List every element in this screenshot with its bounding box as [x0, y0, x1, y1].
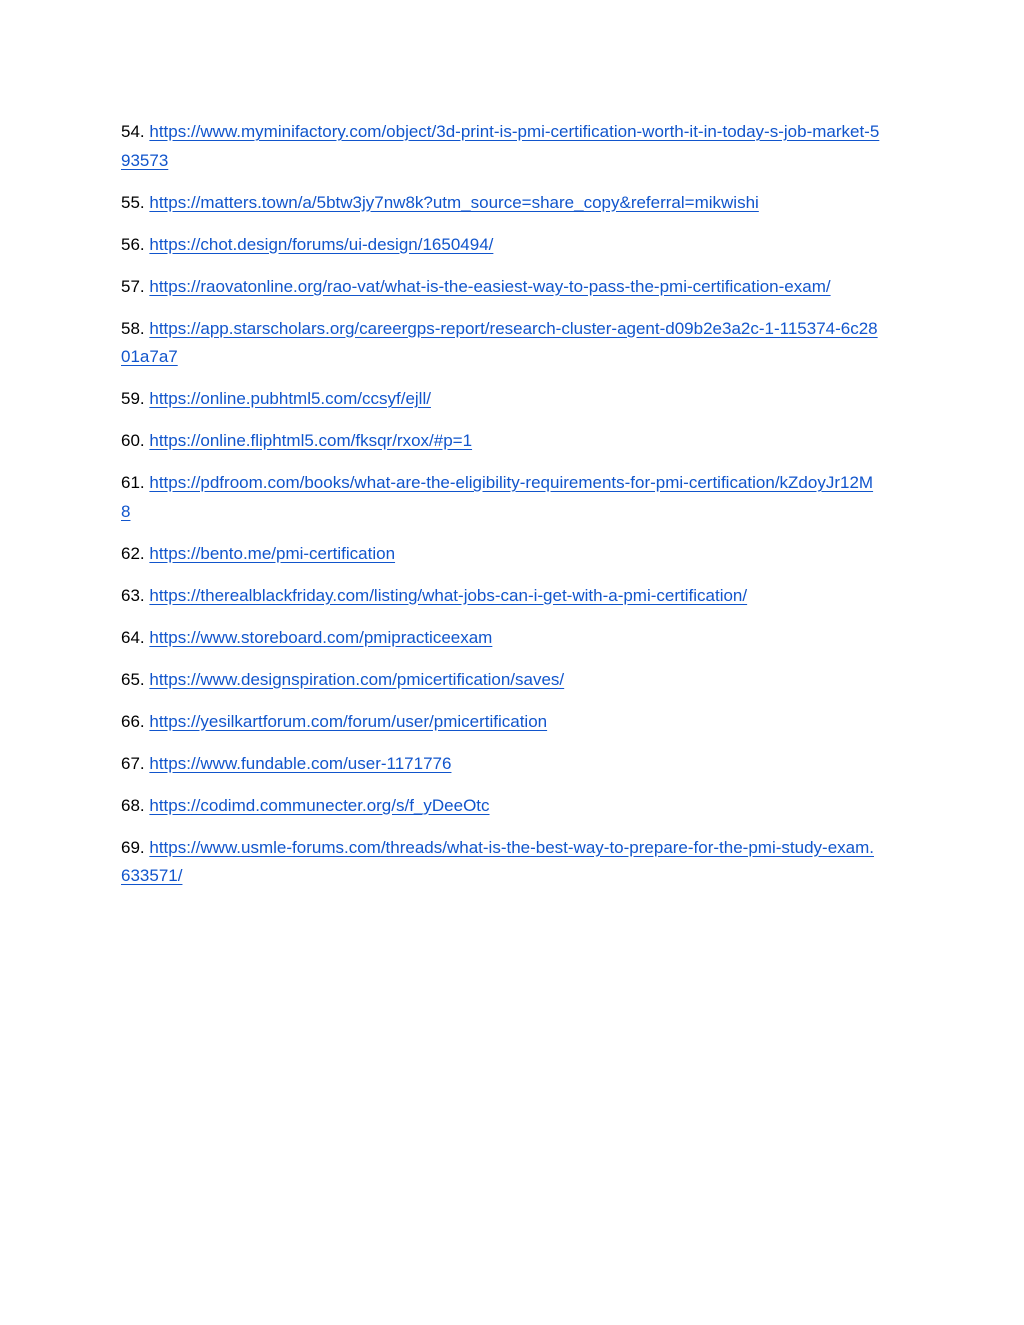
url-link[interactable]: https://yesilkartforum.com/forum/user/pmicertification [149, 711, 548, 731]
item-number: 56. [121, 234, 145, 254]
url-link[interactable]: https://codimd.communecter.org/s/f_yDeeOtc [149, 795, 490, 815]
url-link[interactable]: https://www.fundable.com/user-1171776 [149, 753, 452, 773]
list-item [121, 666, 881, 695]
url-link[interactable]: https://online.pubhtml5.com/ccsyf/ejll/ [149, 389, 431, 408]
list-item [121, 273, 881, 302]
item-number: 55. [121, 192, 145, 212]
item-number: 67. [121, 753, 145, 773]
list-item [121, 750, 881, 779]
list-item [121, 231, 881, 260]
list-item [121, 834, 881, 891]
list-item [121, 315, 881, 372]
item-number: 62. [121, 543, 145, 563]
list-item [121, 582, 881, 611]
item-number: 57. [121, 276, 145, 296]
url-link[interactable]: https://online.fliphtml5.com/fksqr/rxox/#p=1 [149, 431, 473, 450]
item-number: 59. [121, 389, 145, 408]
url-link[interactable]: https://pdfroom.com/books/what-are-the-eligibility-requirements-for-pmi-certification/kZdoyJr12M8 [121, 473, 874, 521]
url-link[interactable]: https://www.usmle-forums.com/threads/what-is-the-best-way-to-prepare-for-the-pmi-study-exam.633571/ [121, 837, 874, 885]
list-item [121, 708, 881, 737]
url-link[interactable]: https://www.designspiration.com/pmicertification/saves/ [149, 669, 565, 689]
item-number: 54. [121, 122, 145, 141]
item-number: 63. [121, 585, 145, 605]
item-number: 64. [121, 627, 145, 647]
url-link[interactable]: https://chot.design/forums/ui-design/1650494/ [149, 234, 494, 254]
item-number: 60. [121, 431, 145, 450]
url-link[interactable]: https://www.myminifactory.com/object/3d-print-is-pmi-certification-worth-it-in-today-s-job-market-593573 [121, 122, 880, 170]
url-link[interactable]: https://matters.town/a/5btw3jy7nw8k?utm_source=share_copy&referral=mikwishi [149, 192, 759, 212]
list-item [121, 792, 881, 821]
link-list [121, 118, 881, 904]
list-item [121, 469, 881, 526]
list-item [121, 385, 881, 414]
list-item [121, 118, 881, 175]
url-link[interactable]: https://app.starscholars.org/careergps-report/research-cluster-agent-d09b2e3a2c-1-115374-6c2801a7a7 [121, 318, 878, 366]
url-link[interactable]: https://raovatonline.org/rao-vat/what-is-the-easiest-way-to-pass-the-pmi-certification-exam/ [149, 276, 831, 296]
url-link[interactable]: https://www.storeboard.com/pmipracticeexam [149, 627, 493, 647]
item-number: 68. [121, 795, 145, 815]
url-link[interactable]: https://therealblackfriday.com/listing/what-jobs-can-i-get-with-a-pmi-certification/ [149, 585, 748, 605]
url-link[interactable]: https://bento.me/pmi-certification [149, 543, 396, 563]
list-item [121, 189, 881, 218]
item-number: 58. [121, 318, 145, 338]
list-item [121, 427, 881, 456]
item-number: 69. [121, 837, 145, 857]
item-number: 61. [121, 473, 145, 492]
item-number: 65. [121, 669, 145, 689]
list-item [121, 540, 881, 569]
item-number: 66. [121, 711, 145, 731]
list-item [121, 624, 881, 653]
